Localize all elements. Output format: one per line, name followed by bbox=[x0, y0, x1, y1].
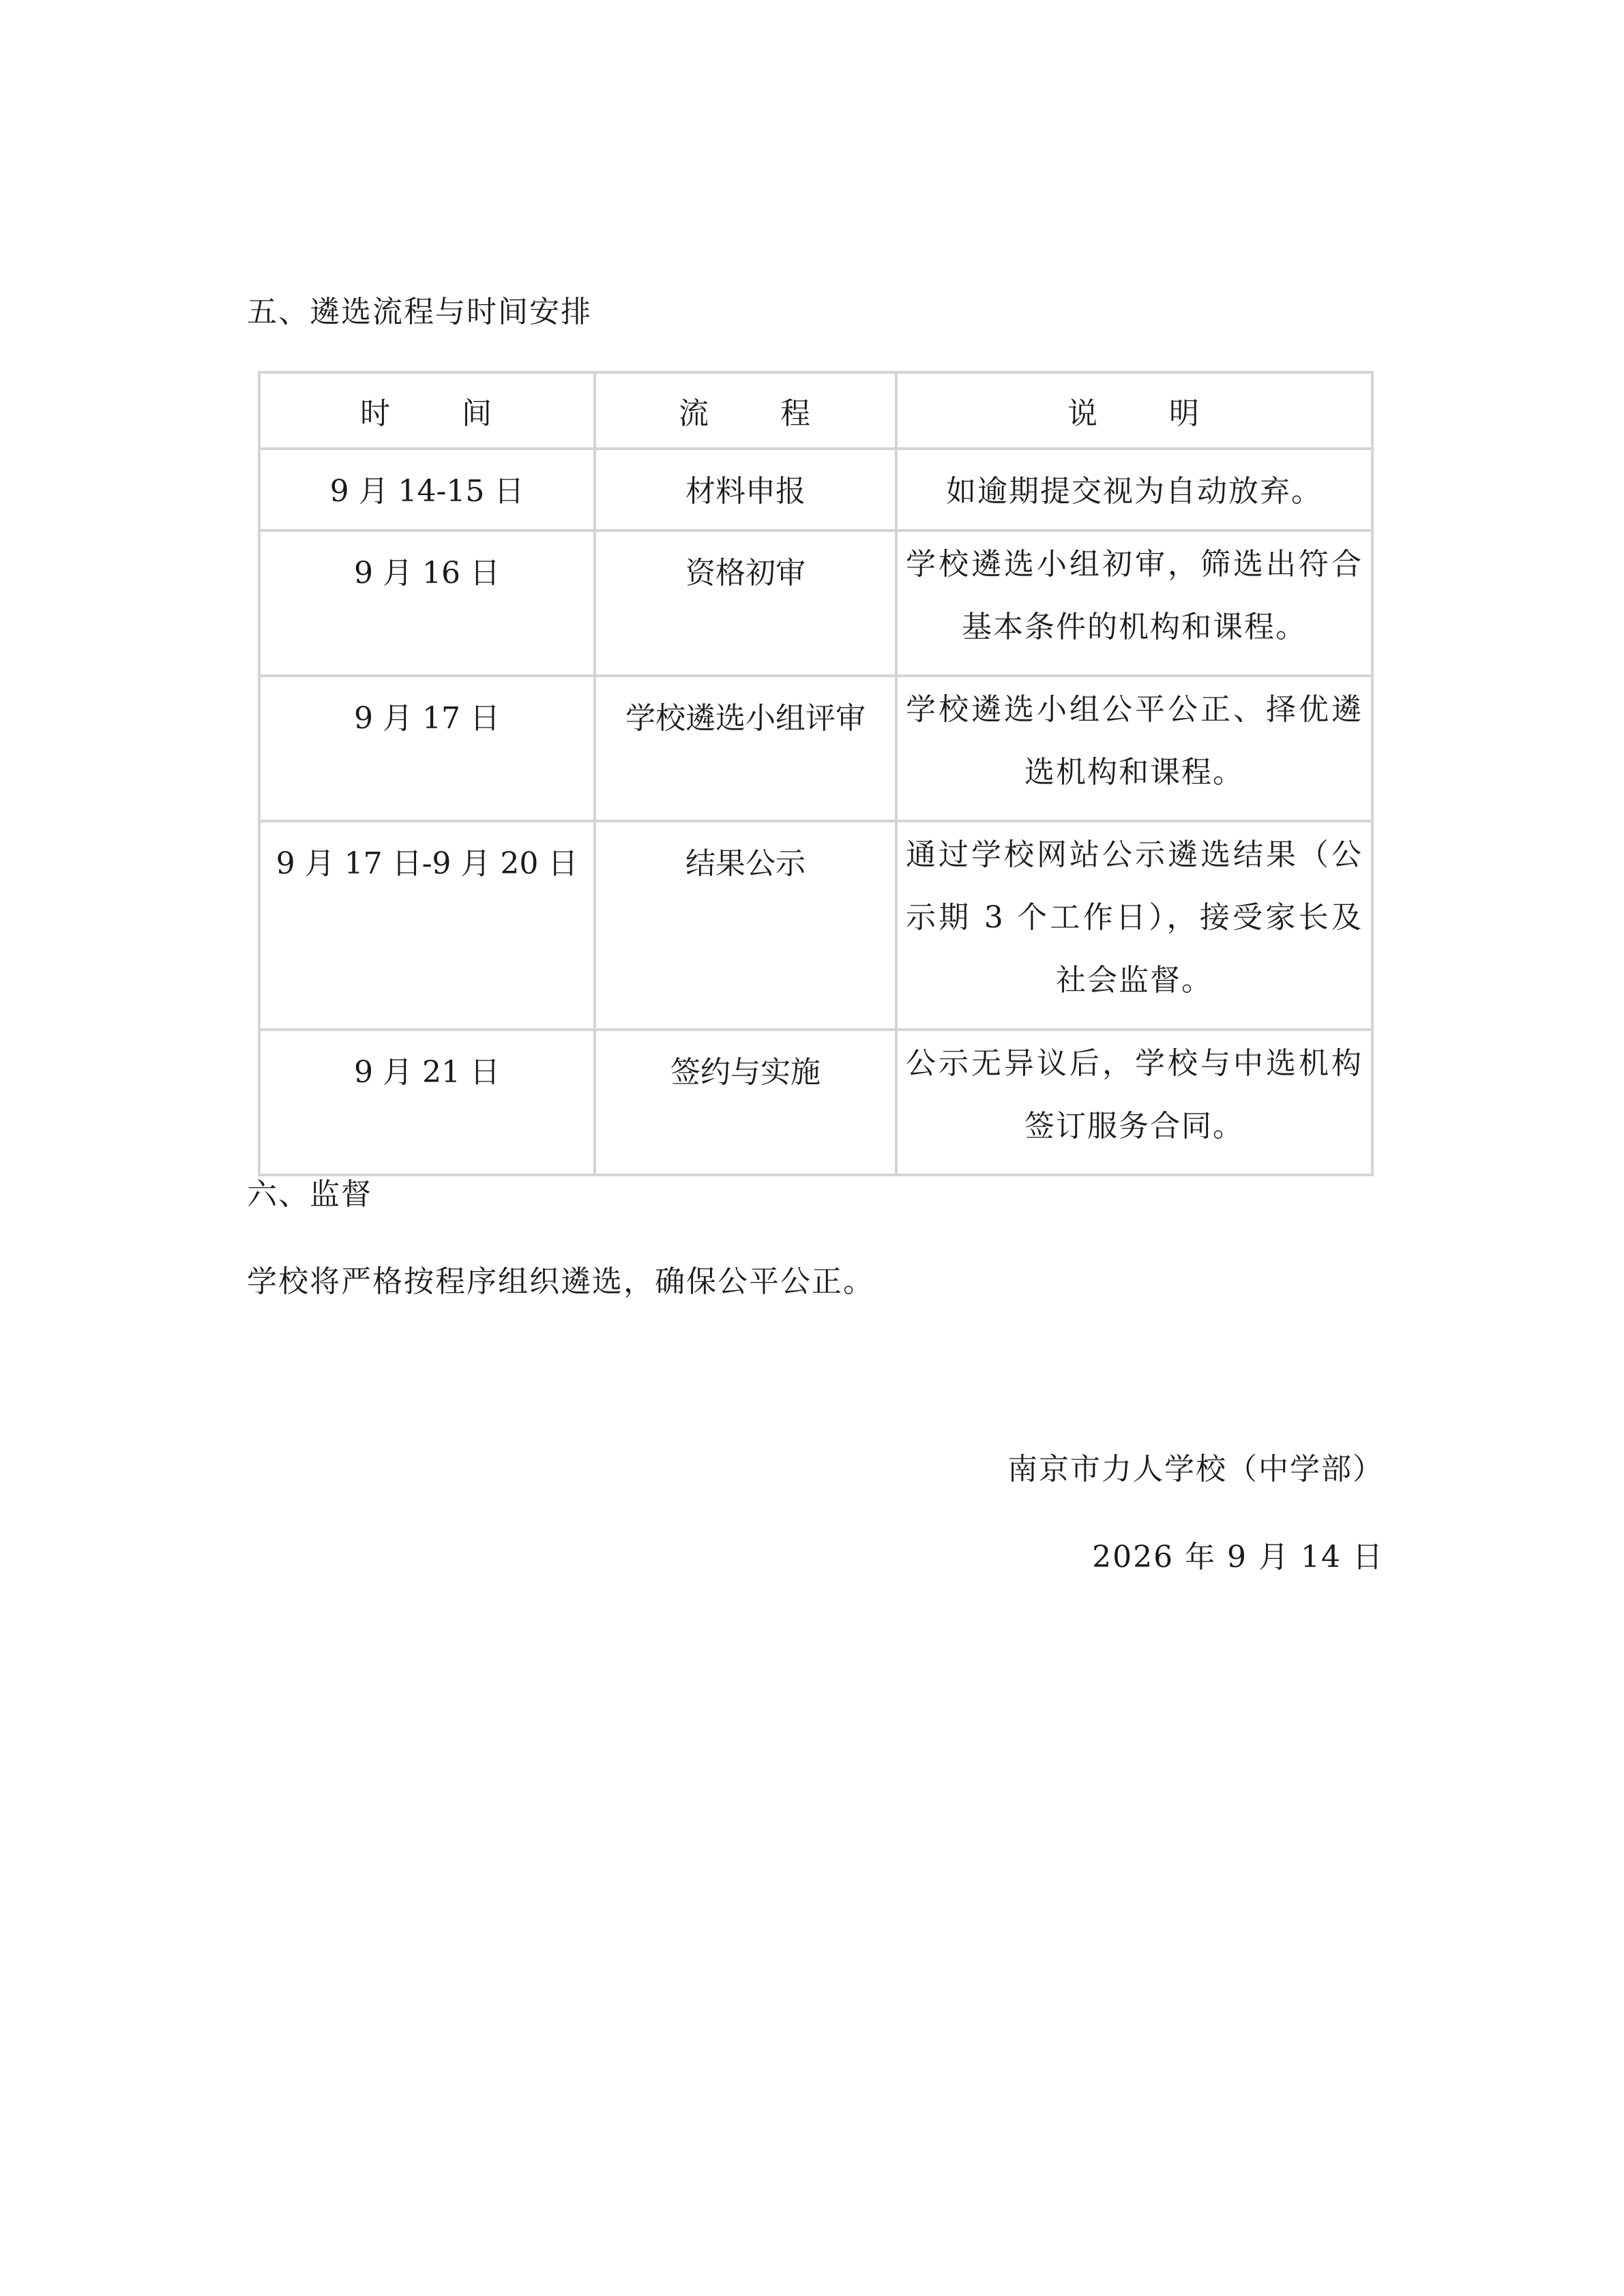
header-time: 时 间 bbox=[259, 372, 595, 449]
cell-time: 9 月 21 日 bbox=[259, 1030, 595, 1175]
table-row bbox=[259, 676, 1372, 821]
header-note: 说 明 bbox=[896, 372, 1372, 449]
table-header-row bbox=[259, 372, 1372, 449]
supervision-paragraph: 学校将严格按程序组织遴选，确保公平公正。 bbox=[247, 1264, 874, 1299]
cell-time: 9 月 14-15 日 bbox=[259, 449, 595, 531]
table-row bbox=[259, 531, 1372, 676]
cell-note: 学校遴选小组初审，筛选出符合基本条件的机构和课程。 bbox=[896, 531, 1372, 676]
table-row bbox=[259, 1030, 1372, 1175]
cell-process: 签约与实施 bbox=[595, 1030, 896, 1175]
cell-time: 9 月 16 日 bbox=[259, 531, 595, 676]
cell-time: 9 月 17 日-9 月 20 日 bbox=[259, 821, 595, 1030]
cell-note: 通过学校网站公示遴选结果（公示期 3 个工作日），接受家长及社会监督。 bbox=[896, 821, 1372, 1030]
cell-process: 资格初审 bbox=[595, 531, 896, 676]
section-heading-process-schedule: 五、遴选流程与时间安排 bbox=[247, 295, 592, 329]
cell-time: 9 月 17 日 bbox=[259, 676, 595, 821]
signature-date: 2026 年 9 月 14 日 bbox=[1092, 1540, 1384, 1575]
header-process: 流 程 bbox=[595, 372, 896, 449]
cell-process: 材料申报 bbox=[595, 449, 896, 531]
signature-organization: 南京市力人学校（中学部） bbox=[1007, 1452, 1384, 1487]
cell-note: 如逾期提交视为自动放弃。 bbox=[896, 449, 1372, 531]
cell-note: 学校遴选小组公平公正、择优遴选机构和课程。 bbox=[896, 676, 1372, 821]
schedule-table bbox=[258, 371, 1374, 1176]
cell-process: 结果公示 bbox=[595, 821, 896, 1030]
section-heading-supervision: 六、监督 bbox=[247, 1177, 372, 1212]
table-row bbox=[259, 449, 1372, 531]
table-row bbox=[259, 821, 1372, 1030]
cell-process: 学校遴选小组评审 bbox=[595, 676, 896, 821]
cell-note: 公示无异议后，学校与中选机构签订服务合同。 bbox=[896, 1030, 1372, 1175]
